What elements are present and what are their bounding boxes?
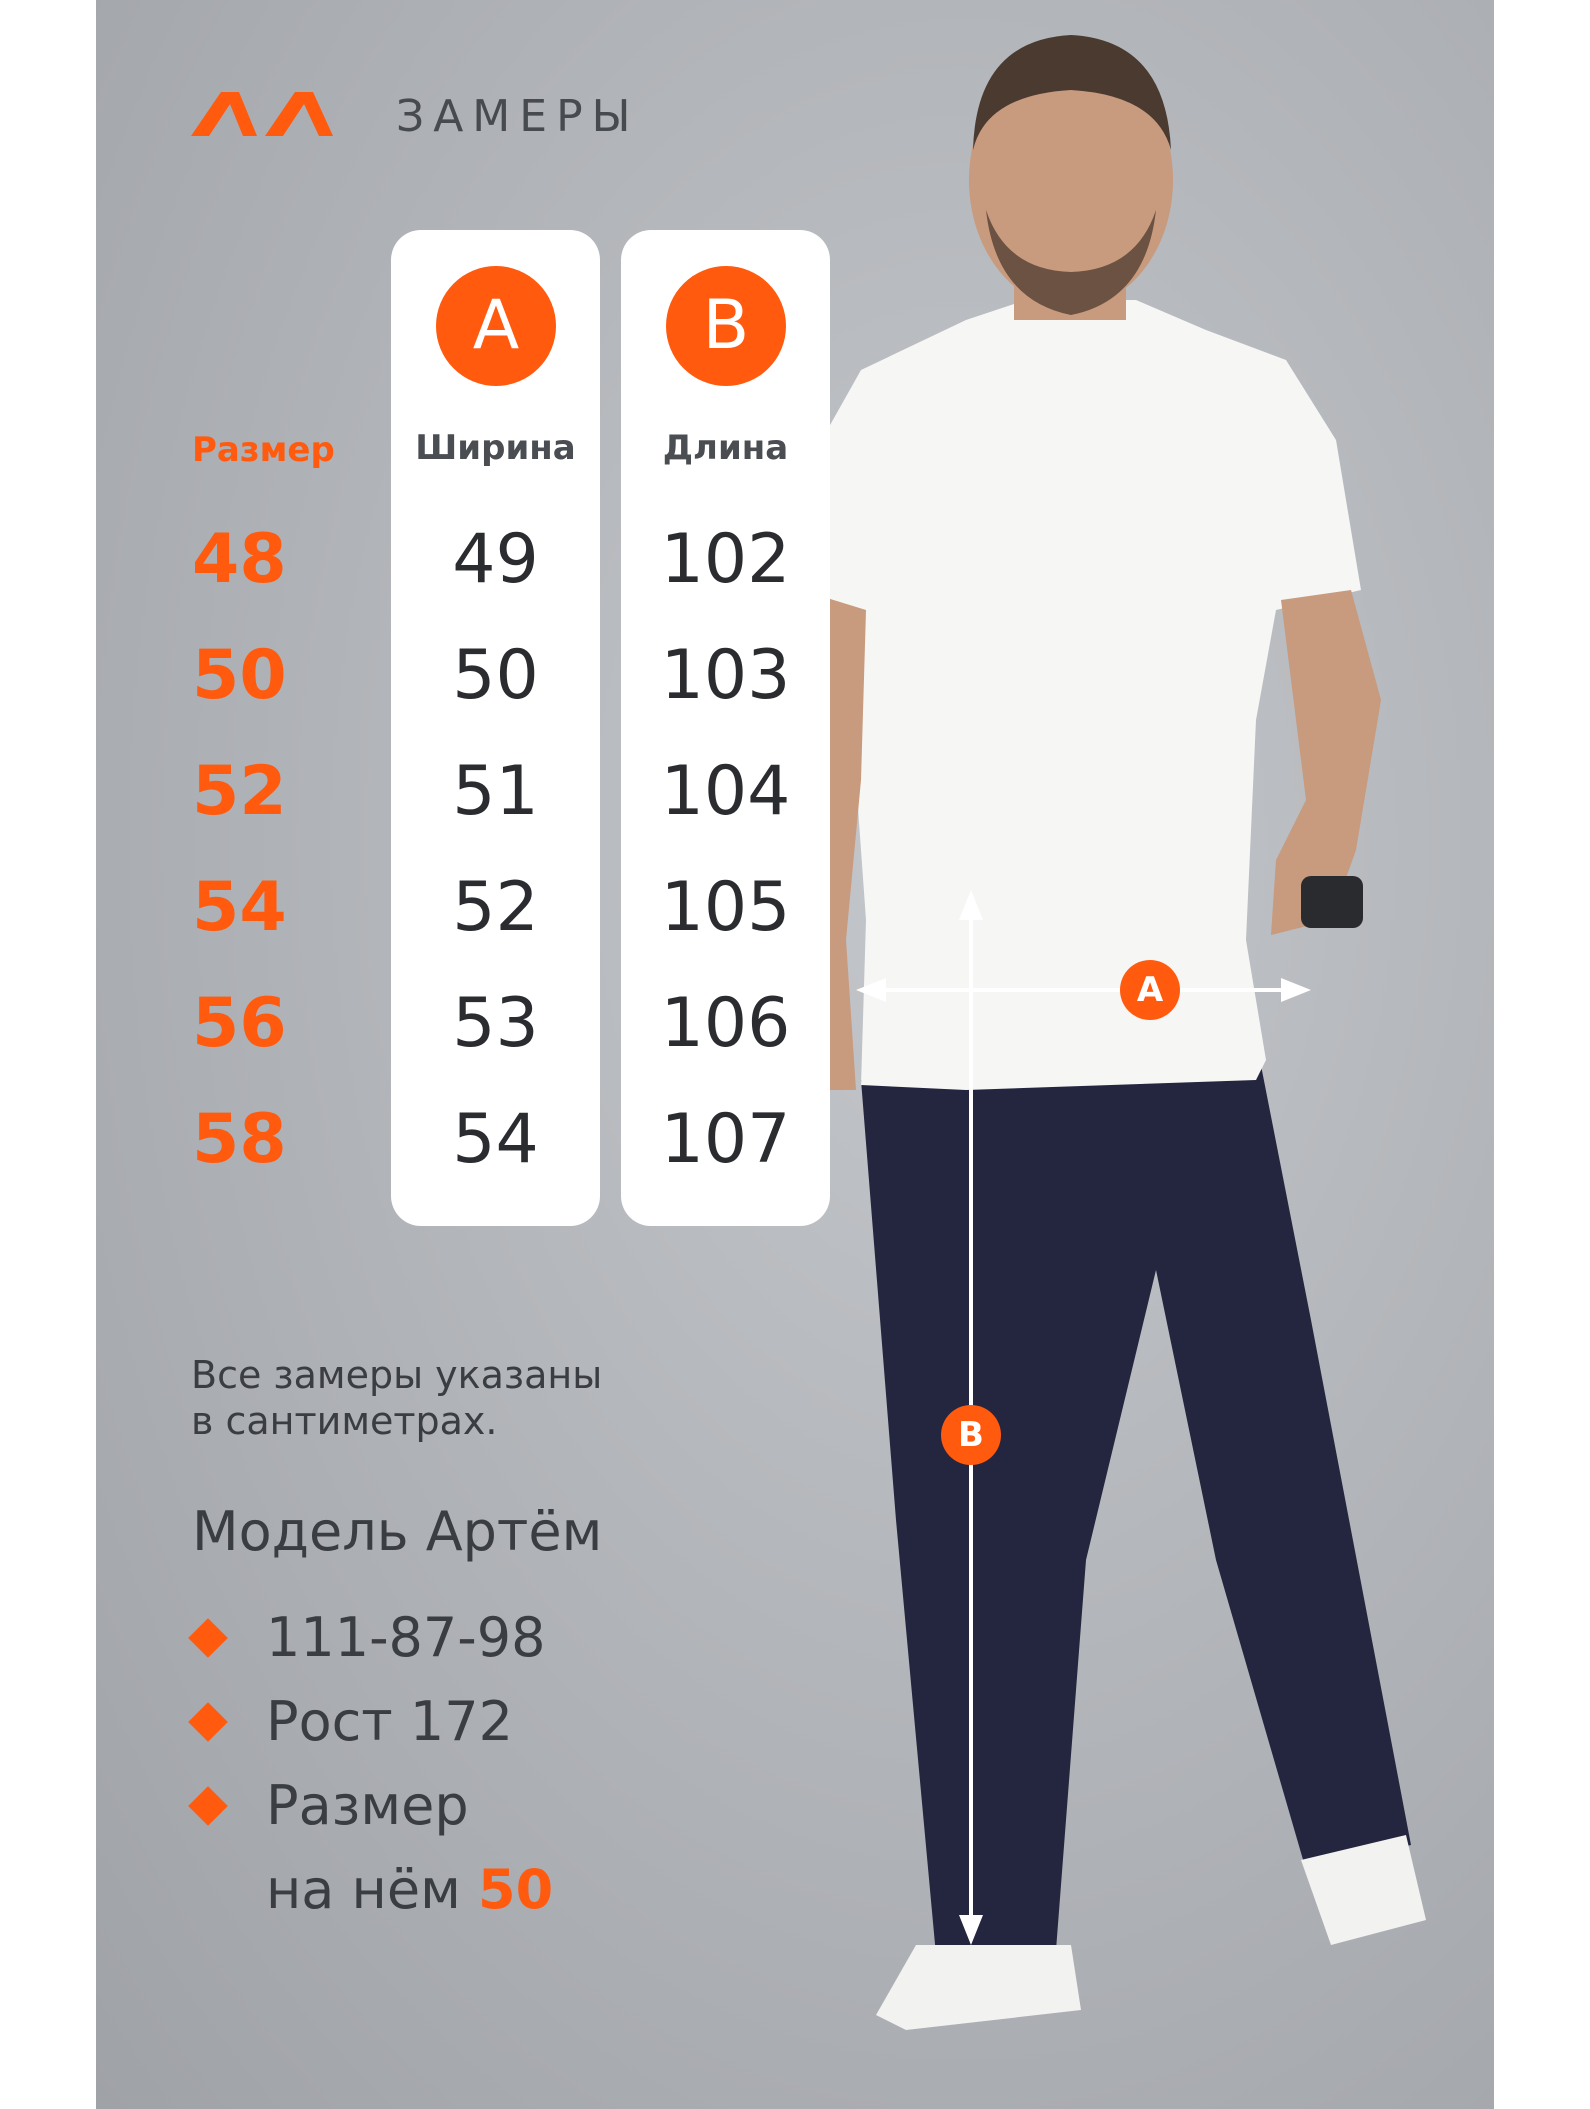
length-cell: 103	[660, 636, 791, 715]
length-cell: 102	[660, 520, 791, 599]
size-value: 48	[192, 520, 287, 599]
model-size-value: 50	[478, 1858, 554, 1921]
watch	[1301, 876, 1363, 928]
navy-pants	[861, 1040, 1411, 1955]
left-shoe	[876, 1945, 1081, 2030]
white-tshirt	[796, 300, 1361, 1090]
size-column-header: Размер	[192, 430, 335, 470]
length-cell: 106	[660, 984, 791, 1063]
size-value: 50	[192, 636, 287, 715]
length-column-card	[621, 230, 830, 1226]
width-column-card	[391, 230, 600, 1226]
width-cell: 49	[452, 520, 539, 599]
model-size-label: Размер	[266, 1774, 469, 1837]
gray-backdrop	[96, 0, 1494, 2109]
width-arrow-right-icon	[1281, 978, 1311, 1002]
orange-double-chevron-logo	[191, 92, 333, 136]
size-value: 56	[192, 984, 287, 1063]
column-a-badge: A	[436, 266, 556, 386]
size-value: 58	[192, 1100, 287, 1179]
model-name: Модель Артём	[192, 1500, 603, 1563]
model-height: Рост 172	[266, 1690, 513, 1753]
width-cell: 51	[452, 752, 539, 831]
model-measurements: 111-87-98	[266, 1606, 546, 1669]
size-value: 52	[192, 752, 287, 831]
length-column-header: Длина	[662, 428, 789, 468]
units-note-line2: в сантиметрах.	[191, 1399, 498, 1443]
length-cell: 107	[660, 1100, 791, 1179]
page-title: ЗАМЕРЫ	[396, 91, 640, 142]
model-size-prefix: на нём	[266, 1858, 478, 1921]
width-cell: 50	[452, 636, 539, 715]
width-column-header: Ширина	[415, 428, 576, 468]
length-cell: 105	[660, 868, 791, 947]
model-size-line	[266, 1858, 553, 1922]
width-marker-badge: A	[1120, 960, 1180, 1020]
width-cell: 52	[452, 868, 539, 947]
column-b-badge: B	[666, 266, 786, 386]
width-cell: 54	[452, 1100, 539, 1179]
width-cell: 53	[452, 984, 539, 1063]
length-marker-badge: B	[941, 1405, 1001, 1465]
size-value: 54	[192, 868, 287, 947]
units-note-line1: Все замеры указаны	[191, 1353, 603, 1397]
length-cell: 104	[660, 752, 791, 831]
